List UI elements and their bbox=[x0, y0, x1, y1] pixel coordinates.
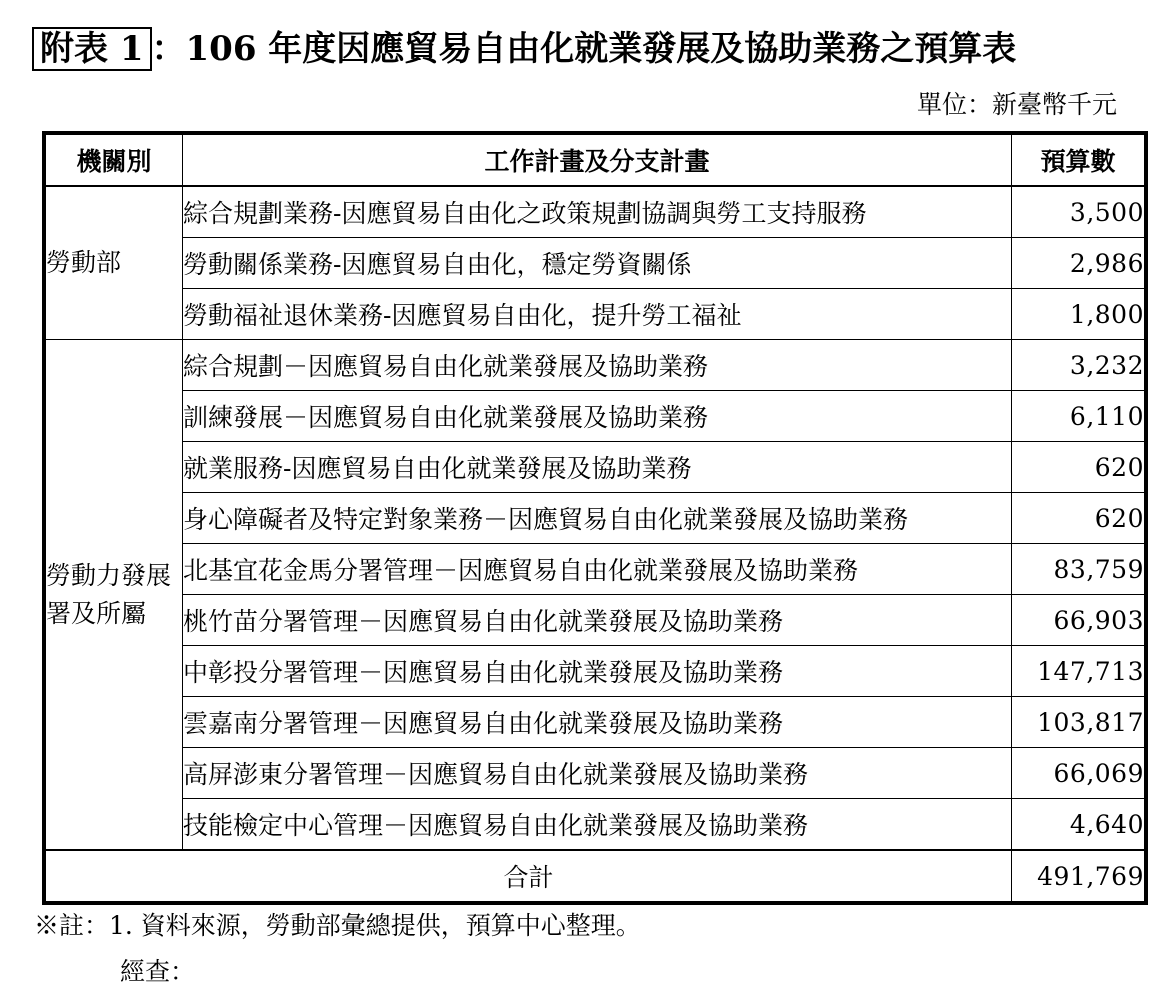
unit-label: 單位：新臺幣千元 bbox=[916, 90, 1117, 119]
review-label: 經查： bbox=[120, 957, 196, 986]
plan-cell: 綜合規劃－因應貿易自由化就業發展及協助業務 bbox=[183, 340, 1012, 391]
amount-cell: 103,817 bbox=[1012, 697, 1147, 748]
plan-cell: 雲嘉南分署管理－因應貿易自由化就業發展及協助業務 bbox=[183, 697, 1012, 748]
amount-cell: 6,110 bbox=[1012, 391, 1147, 442]
header-agency: 機關別 bbox=[44, 133, 183, 186]
table-header-row bbox=[44, 133, 1146, 186]
table-row bbox=[44, 340, 1146, 391]
amount-cell: 620 bbox=[1012, 493, 1147, 544]
agency-cell: 勞動部 bbox=[44, 186, 183, 340]
total-row bbox=[44, 850, 1146, 903]
plan-cell: 桃竹苗分署管理－因應貿易自由化就業發展及協助業務 bbox=[183, 595, 1012, 646]
amount-cell: 2,986 bbox=[1012, 238, 1147, 289]
table-row bbox=[44, 748, 1146, 799]
table-row bbox=[44, 544, 1146, 595]
table-row bbox=[44, 595, 1146, 646]
title-text: ：106 年度因應貿易自由化就業發展及協助業務之預算表 bbox=[151, 29, 1017, 69]
table-row bbox=[44, 289, 1146, 340]
plan-cell: 就業服務-因應貿易自由化就業發展及協助業務 bbox=[183, 442, 1012, 493]
table-row bbox=[44, 442, 1146, 493]
amount-cell: 1,800 bbox=[1012, 289, 1147, 340]
source-note: ※註：1. 資料來源，勞動部彙總提供，預算中心整理。 bbox=[34, 911, 641, 940]
amount-cell: 66,903 bbox=[1012, 595, 1147, 646]
amount-cell: 3,500 bbox=[1012, 186, 1147, 238]
plan-cell: 高屏澎東分署管理－因應貿易自由化就業發展及協助業務 bbox=[183, 748, 1012, 799]
plan-cell: 綜合規劃業務-因應貿易自由化之政策規劃協調與勞工支持服務 bbox=[183, 186, 1012, 238]
appendix-tag: 附表 1 bbox=[32, 27, 152, 71]
plan-cell: 技能檢定中心管理－因應貿易自由化就業發展及協助業務 bbox=[183, 799, 1012, 851]
plan-cell: 北基宜花金馬分署管理－因應貿易自由化就業發展及協助業務 bbox=[183, 544, 1012, 595]
total-label: 合計 bbox=[44, 850, 1012, 903]
amount-cell: 4,640 bbox=[1012, 799, 1147, 851]
table-row bbox=[44, 186, 1146, 238]
table-row bbox=[44, 799, 1146, 851]
amount-cell: 620 bbox=[1012, 442, 1147, 493]
header-amount: 預算數 bbox=[1012, 133, 1147, 186]
table-row bbox=[44, 697, 1146, 748]
plan-cell: 勞動關係業務-因應貿易自由化，穩定勞資關係 bbox=[183, 238, 1012, 289]
table-row bbox=[44, 391, 1146, 442]
amount-cell: 66,069 bbox=[1012, 748, 1147, 799]
document-title bbox=[32, 26, 1016, 72]
amount-cell: 83,759 bbox=[1012, 544, 1147, 595]
amount-cell: 3,232 bbox=[1012, 340, 1147, 391]
agency-cell: 勞動力發展署及所屬 bbox=[44, 340, 183, 851]
total-amount: 491,769 bbox=[1012, 850, 1147, 903]
header-plan: 工作計畫及分支計畫 bbox=[183, 133, 1012, 186]
table-row bbox=[44, 493, 1146, 544]
plan-cell: 身心障礙者及特定對象業務－因應貿易自由化就業發展及協助業務 bbox=[183, 493, 1012, 544]
amount-cell: 147,713 bbox=[1012, 646, 1147, 697]
table-row bbox=[44, 646, 1146, 697]
plan-cell: 訓練發展－因應貿易自由化就業發展及協助業務 bbox=[183, 391, 1012, 442]
budget-table bbox=[42, 131, 1148, 905]
plan-cell: 勞動福祉退休業務-因應貿易自由化，提升勞工福祉 bbox=[183, 289, 1012, 340]
plan-cell: 中彰投分署管理－因應貿易自由化就業發展及協助業務 bbox=[183, 646, 1012, 697]
table-row bbox=[44, 238, 1146, 289]
